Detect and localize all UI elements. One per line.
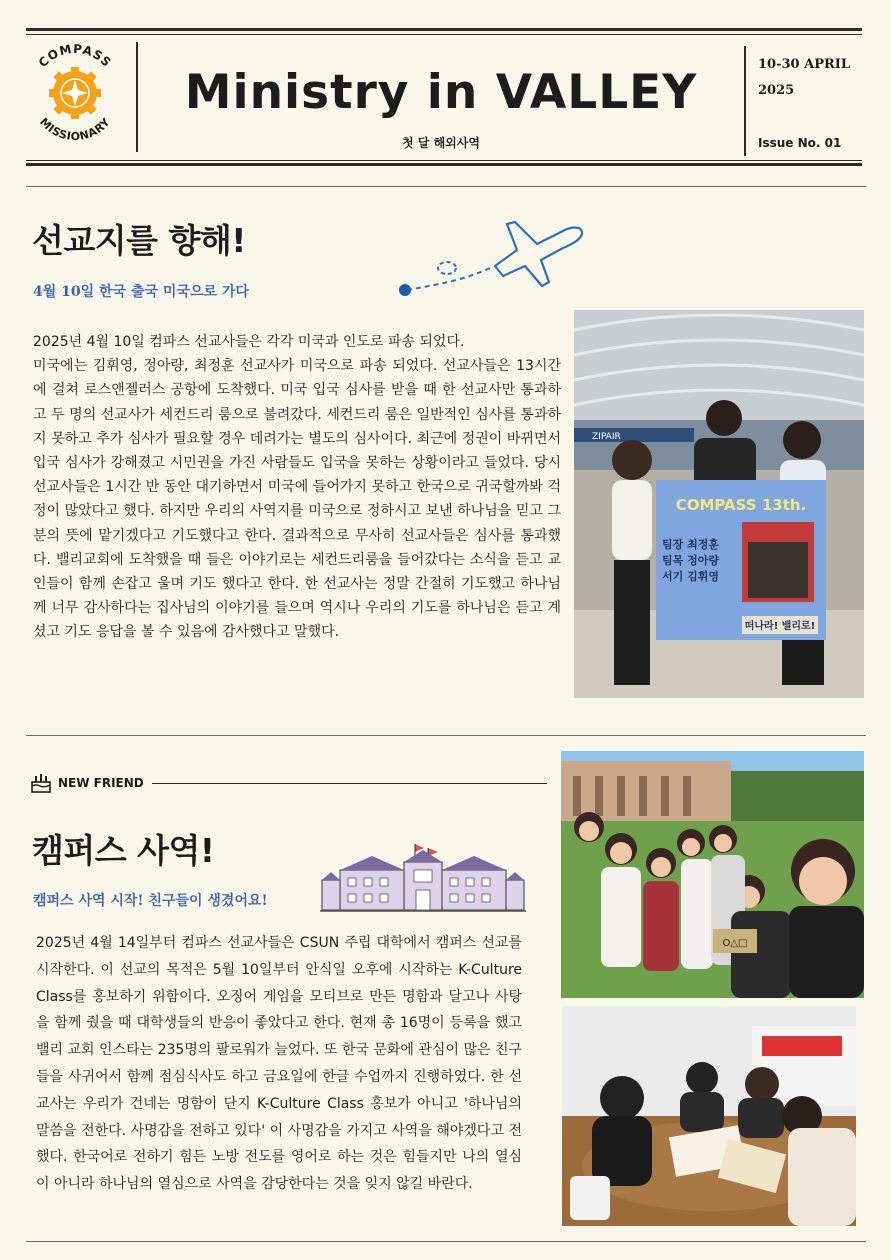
- campus-group-selfie-photo: [561, 751, 864, 998]
- issue-date: [758, 52, 850, 104]
- masthead-divider-right: [744, 46, 746, 156]
- svg-text:MISSIONARY: [37, 115, 113, 143]
- airport-sign-text: ZIPAIR: [592, 432, 621, 442]
- bottom-rule: [26, 1241, 866, 1242]
- section2-subheading: 캠퍼스 사역 시작! 친구들이 생겼어요!: [33, 893, 268, 909]
- svg-text:COMPASS: [36, 42, 114, 70]
- top-rule-thick: [26, 28, 862, 31]
- logo-text-bottom: MISSIONARY: [37, 115, 113, 144]
- section1-heading: 선교지를 향해!: [32, 221, 246, 260]
- section2-tag-rule: [152, 783, 547, 784]
- university-building-illustration: [320, 836, 526, 914]
- section1-body: [33, 330, 561, 645]
- class-activity-photo: [562, 1006, 856, 1226]
- issue-date-range: 10-30 APRIL: [758, 57, 850, 72]
- section1-paragraph-1: 2025년 4월 10일 컴파스 선교사들은 각각 미국과 인도로 파송 되었다.: [33, 334, 465, 350]
- section1-top-rule: [26, 186, 866, 187]
- newsletter-title: Ministry in VALLEY: [184, 65, 698, 120]
- masthead-bottom-thin: [26, 160, 862, 161]
- masthead-bottom-thick: [26, 163, 862, 166]
- cake-icon: [30, 772, 52, 794]
- section2-tag: NEW FRIEND: [58, 776, 144, 790]
- banner-line-leader: 팀장 최정훈: [662, 538, 719, 551]
- newsletter-subtitle: 첫 달 해외사역: [402, 136, 480, 150]
- banner-line-secretary: 서기 김휘영: [662, 570, 719, 583]
- section2-body: 2025년 4월 14일부터 컴파스 선교사들은 CSUN 주립 대학에서 캠퍼스 선교를 시작한다. 이 선교의 목적은 5월 10일부터 안식일 오후에 시작하는 K-Culture Class를 홍보하기 위함이다. 오징어 게임을 모티브로 만든 명함과 달고나 사탕을 함께 줬을 때 대학생들의 반응이 좋았다고 한다. 현재 총 16명이 등록을 했고 밸리 교회 인스타는 235명의 팔로워가 늘었다. 또 한국 문화에 관심이 많은 친구들을 사귀어서 함께 점심식사도 하고 금요일에 한글 수업까지 진행하였다. 한 선교사는 우리가 건네는 명함이 단지 K-Culture Class 홍보가 아니고 '하나님의 말씀을 전한다. 사명감을 전하고 있다' 이 사명감을 가지고 사역을 해야겠다고 전했다. 한국어로 전하기 힘든 노방 전도를 영어로 하는 것은 힘들지만 나의 열심이 아니라 하나님의 열심으로 사역을 감당한다는 것을 잊지 않길 바란다.: [36, 935, 522, 1193]
- airplane-icon: [395, 210, 590, 302]
- business-card-text: O△□: [722, 938, 748, 949]
- section2-heading: 캠퍼스 사역!: [32, 831, 215, 870]
- banner-line-pastor: 팀목 정아량: [662, 554, 719, 567]
- banner-title: COMPASS 13th.: [675, 496, 807, 514]
- section1-subheading: 4월 10일 한국 출국 미국으로 가다: [33, 284, 249, 300]
- section1-paragraph-2: 미국에는 김휘영, 정아량, 최정훈 선교사가 미국으로 파송 되었다. 선교사들은 13시간에 걸쳐 로스앤젤러스 공항에 도착했다. 미국 입국 심사를 받을 때 한 선교사만 통과하고 두 명의 선교사가 세컨드리 룸으로 불려갔다. 세컨드리 룸은 일반적인 심사를 통과하지 못하고 추가 심사가 필요할 경우 데려가는 별도의 심사이다. 최근에 정권이 바뀌면서 입국 심사가 강해졌고 시민권을 가진 사람들도 입국을 못하는 상황이라고 들었다. 당시 선교사들은 1시간 반 동안 대기하면서 미국에 들어가지 못하고 한국으로 귀국할까봐 걱정이 많았다고 했다. 하지만 우리의 사역지를 미국으로 정하시고 보낸 하나님을 믿고 그분의 뜻에 맡기겠다고 기도했다고 한다. 결과적으로 무사히 선교사들은 심사를 통과했다. 밸리교회에 도착했을 때 들은 이야기로는 세컨드리룸을 들어갔다는 소식을 듣고 교인들이 함께 손잡고 울며 기도 했다고 한다. 한 선교사는 정말 간절히 기도했고 하나님께 너무 감사하다는 집사님의 이야기를 들으며 역시나 우리의 기도를 하나님은 듣고 계셨고 기도 응답을 볼 수 있음에 감사했다고 말했다.: [33, 358, 561, 641]
- compass-missionary-logo: [22, 40, 128, 146]
- airport-group-photo: [574, 310, 864, 698]
- masthead-divider-left: [136, 42, 138, 152]
- issue-date-year: 2025: [758, 83, 795, 98]
- top-rule-thin: [26, 34, 862, 35]
- issue-number: Issue No. 01: [758, 136, 842, 150]
- banner-slogan: 떠나라! 밸리로!: [744, 621, 816, 632]
- logo-text-top: COMPASS: [35, 41, 115, 71]
- section2-top-rule: [26, 735, 866, 736]
